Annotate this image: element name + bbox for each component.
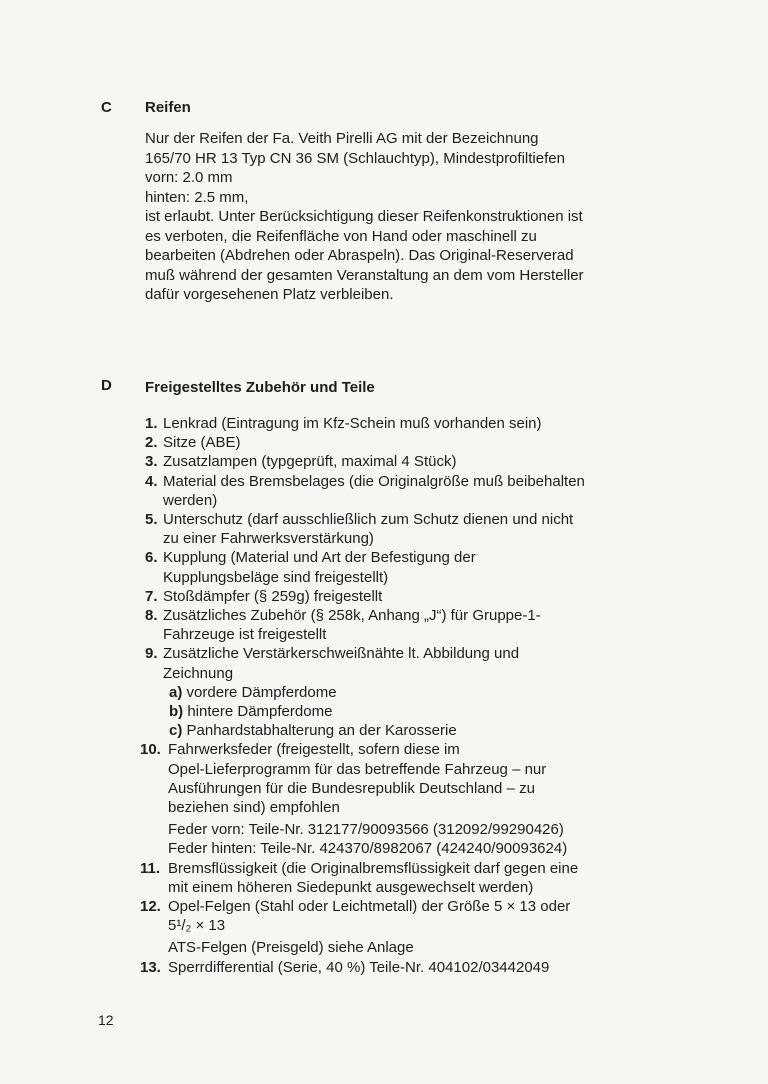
- section-c-title: Reifen: [145, 99, 191, 116]
- list-item-number: 4.: [145, 472, 158, 490]
- list-item: [145, 452, 665, 471]
- paragraph-line: ist erlaubt. Unter Berücksichtigung dieser Reifenkonstruktionen ist: [145, 208, 583, 225]
- sub-item: [163, 702, 665, 721]
- list-item-text: zu einer Fahrwerksverstärkung): [163, 530, 374, 548]
- list-item-text: Zusätzliche Verstärkerschweißnähte lt. Abbildung und: [163, 645, 520, 663]
- list-item-number: 5.: [145, 511, 158, 529]
- section-d-title: Freigestelltes Zubehör und Teile: [145, 379, 375, 396]
- sub-item-text: hintere Dämpferdome: [187, 703, 333, 721]
- list-item: [145, 548, 665, 586]
- list-item-text: Fahrwerksfeder (freigestellt, sofern diese im: [168, 741, 460, 759]
- paragraph-line: muß während der gesamten Veranstaltung an dem vom Hersteller: [145, 266, 584, 284]
- paragraph-line: 165/70 HR 13 Typ CN 36 SM (Schlauchtyp), Mindestprofiltiefen: [145, 149, 565, 167]
- list-item-text: Sperrdifferential (Serie, 40 %) Teile-Nr. 404102/03442049: [168, 958, 550, 976]
- list-item: [145, 414, 665, 433]
- sub-item-text: Panhardstabhalterung an der Karosserie: [186, 722, 457, 740]
- list-item-number: 12.: [140, 898, 161, 916]
- section-d-list: [140, 414, 665, 977]
- list-item-number: 7.: [145, 587, 158, 605]
- list-item: [145, 472, 665, 510]
- list-item-text: Kupplungsbeläge sind freigestellt): [163, 568, 389, 586]
- list-item: [145, 606, 665, 644]
- list-item-number: 1.: [145, 415, 158, 432]
- list-item-text: Zeichnung: [163, 664, 234, 682]
- list-item-number: 8.: [145, 607, 158, 625]
- list-item-text: Sitze (ABE): [163, 434, 241, 452]
- sub-item: [163, 683, 665, 702]
- list-item-text: mit einem höheren Siedepunkt ausgewechselt werden): [168, 878, 534, 896]
- list-item-text: Ausführungen für die Bundesrepublik Deutschland – zu: [168, 779, 535, 797]
- paragraph-line: es verboten, die Reifenfläche von Hand oder maschinell zu: [145, 227, 537, 245]
- list-item: [140, 958, 665, 977]
- list-item: [145, 510, 665, 548]
- page-number: 12: [98, 1012, 114, 1028]
- list-item-extra: ATS-Felgen (Preisgeld) siehe Anlage: [168, 939, 414, 957]
- list-item: [145, 587, 665, 606]
- list-item-extra: Feder hinten: Teile-Nr. 424370/8982067 (424240/90093624): [168, 840, 568, 858]
- section-c-paragraph: [145, 129, 665, 305]
- list-item: [140, 740, 665, 858]
- list-item-text: Stoßdämpfer (§ 259g) freigestellt: [163, 587, 383, 605]
- list-item-text: Zusatzlampen (typgeprüft, maximal 4 Stück): [163, 453, 457, 471]
- section-d-letter: D: [101, 377, 112, 394]
- list-item-text: werden): [163, 491, 218, 509]
- list-item-text: 5¹/₂ × 13: [168, 917, 226, 935]
- paragraph-line: Nur der Reifen der Fa. Veith Pirelli AG mit der Bezeichnung: [145, 130, 539, 147]
- list-item: [140, 897, 665, 958]
- paragraph-line: bearbeiten (Abdrehen oder Abraspeln). Das Original-Reserverad: [145, 247, 574, 264]
- list-item-text: Opel-Lieferprogramm für das betreffende Fahrzeug – nur: [168, 760, 547, 778]
- section-c-letter: C: [101, 99, 112, 116]
- paragraph-line: dafür vorgesehenen Platz verbleiben.: [145, 286, 394, 303]
- list-item-text: Zusätzliches Zubehör (§ 258k, Anhang „J“) für Gruppe-1-: [163, 607, 541, 625]
- paragraph-line: vorn: 2.0 mm: [145, 169, 233, 186]
- list-item-text: Fahrzeuge ist freigestellt: [163, 626, 327, 644]
- list-item-extra: Feder vorn: Teile-Nr. 312177/90093566 (312092/99290426): [168, 821, 564, 839]
- sub-item-label: a): [169, 683, 183, 701]
- list-item: [140, 859, 665, 897]
- list-item-number: 9.: [145, 645, 158, 663]
- list-item-text: Kupplung (Material und Art der Befestigung der: [163, 549, 476, 567]
- list-item-text: Bremsflüssigkeit (die Originalbremsflüssigkeit darf gegen eine: [168, 859, 579, 877]
- sub-item: [163, 721, 665, 740]
- list-item-text: beziehen sind) empfohlen: [168, 799, 340, 817]
- list-item: [145, 644, 665, 740]
- list-item-number: 11.: [140, 859, 161, 877]
- list-item-number: 6.: [145, 549, 158, 567]
- list-item-number: 3.: [145, 453, 158, 471]
- list-item-text: Opel-Felgen (Stahl oder Leichtmetall) der Größe 5 × 13 oder: [168, 898, 571, 916]
- list-item-number: 2.: [145, 434, 158, 452]
- list-item-number: 13.: [140, 958, 161, 976]
- paragraph-line: hinten: 2.5 mm,: [145, 188, 249, 206]
- sub-item-text: vordere Dämpferdome: [186, 683, 337, 701]
- list-item-text: Lenkrad (Eintragung im Kfz-Schein muß vorhanden sein): [163, 415, 542, 432]
- sub-item-label: c): [169, 722, 183, 740]
- sub-item-label: b): [169, 703, 184, 721]
- list-item-number: 10.: [140, 741, 161, 759]
- list-item: [145, 433, 665, 452]
- list-item-text: Material des Bremsbelages (die Originalgröße muß beibehalten: [163, 472, 585, 490]
- list-item-text: Unterschutz (darf ausschließlich zum Schutz dienen und nicht: [163, 511, 574, 529]
